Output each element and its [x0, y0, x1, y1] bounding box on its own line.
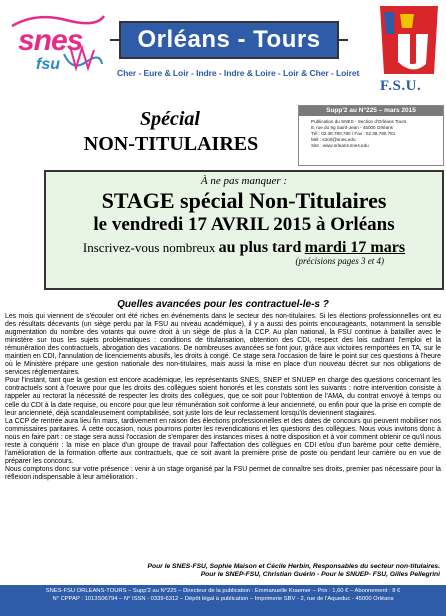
- fsu-logo: [376, 4, 442, 76]
- publication-info-box: [298, 105, 444, 166]
- stage-pages-note: (précisions pages 3 et 4): [295, 256, 384, 266]
- signature-line: Pour le SNES-FSU, Sophie Maison et Cécile Herbin, Responsables du secteur non-titulaires.: [147, 563, 440, 570]
- article-paragraph: Les mois qui viennent de s'écouler ont été riches en événements dans le secteur des non-titulaires. Si les élections professionnelles ont eu des résultats décevants (un siège perdu par la FSU au niveau académique), il y a aussi des points encourageants, notamment la sensible augmentation du nombre des votants qui ouvre droit à un siège de plus à la CCP. Au plan national, la FSU continue à batailler avec le ministère sur tous les sujets problématiques : conditions de titularisation, obtention des CDI, respect des lois cadrant l'emploi et la rémunération des contractuels, abrogation des vacations. De nombreuses avancées se font jour, grâce aux victoires remportées en TA, sur le maintien en CDI, l'annulation de licenciements abusifs, les droits à congé. Ce stage sera l'occasion de faire le point sur ces questions à l'heure où le Ministère prépare une gestion nationale des non-titulaires, mais aussi la mise en place d'un nouveau décret sur nos obligations de services réglementaires.: [5, 313, 441, 377]
- banner-rule-right: [339, 39, 348, 41]
- article-title: Quelles avancées pour les contractuel-le-s ?: [117, 299, 329, 310]
- fsu-emblem-icon: [376, 4, 442, 76]
- publication-details: [299, 116, 443, 149]
- signup-prefix: Inscrivez-vous nombreux: [82, 240, 216, 255]
- footer-line: SNES-FSU ORLEANS-TOURS – Supp'2 au N°225 – Directeur de la publication : Emmanuelle Kraemer – Prix : 1,60 € – Abonnement : 8 €: [45, 588, 401, 594]
- stage-announcement-box: [44, 170, 444, 290]
- publication-line: 8, rue du 9g Saint-Jean - 45000 Orléans: [311, 125, 393, 130]
- special-heading: Spécial: [140, 108, 200, 130]
- banner-rule-left: [110, 39, 119, 41]
- publication-line: Site : www.orleans.snes.edu: [311, 143, 369, 148]
- article-signatures: [130, 563, 440, 579]
- article-paragraph: La CCP de rentrée aura lieu fin mars, tardivement en raison des élections professionnelles et des dates de concours qui peuvent mobiliser nos commissaires paritaires. À cette occasion, nous pourrons porter les revendications et les questions des collègues. Nous vous invitons donc à nous en faire part : ce stage sera aussi l'occasion de s'emparer des instances mises à notre disposition et à voir comment obtenir ce qu'il nous reste à conquérir : la mise en place d'un groupe de travail pour l'affectation des collègues en CDI et/ou d'un barème pour cette dernière, l'amélioration de la formation offerte aux contractuels, que ce soit avant la première prise de poste ou pendant leur carrière ou en vue de préparer les concours.: [5, 417, 441, 465]
- snes-fsu-logo: [6, 6, 106, 80]
- footer: [0, 585, 446, 616]
- stage-signup: [46, 239, 442, 257]
- fsu-logo-caption: F.S.U.: [380, 78, 422, 94]
- snes-logo-text: snes: [18, 24, 83, 57]
- publication-line: Mél : s3orl@snes.edu: [311, 137, 356, 142]
- fsu-small-text: fsu: [36, 56, 60, 73]
- publication-line: Tél : 02.38.780.780 / Fax : 02.38.780.781: [311, 131, 396, 136]
- stage-date: le vendredi 17 AVRIL 2015 à Orléans: [93, 214, 395, 235]
- city-banner-text: Orléans - Tours: [137, 26, 321, 53]
- publication-line: Publication du SNES - Section d'Orléans Tours: [311, 119, 407, 124]
- footer-line: N° CPPAP : 1013S06794 – N° ISSN - 0339-6312 – Dépôt légal à publication – Imprimerie SBV - 2, rue de l'Aqueduc - 45000 Orléans: [52, 595, 394, 602]
- stage-teaser: À ne pas manquer :: [200, 175, 288, 187]
- article-paragraph: Pour l'instant, tant que la gestion est encore académique, les représentants SNES, SNEP et SNUEP en charge des questions concernant les contractuels sont à l'oeuvre pour que les droits des collègues soient honorés et les constats sont les suivants : notre intervention consiste à rappeler au rectorat la nécessité de respecter les droits des collègues, que ce soit pour l'obtention de l'AMA, du contrat envoyé à temps ou celle du CDI à la date requise, ou encore pour que leur rémunération soit conforme à leur ancienneté, ou enfin pour que la prise en compte de leur ancienneté, déjà scandaleusement comptabilisée, soit juste lors de leur reclassement lorsqu'ils deviennent stagiaires.: [5, 377, 441, 417]
- signature-line: Pour le SNEP-FSU, Christian Guérin - Pour le SNUEP- FSU, Gilles Pellegrini: [200, 571, 440, 579]
- non-titulaires-heading: NON-TITULAIRES: [83, 133, 259, 155]
- article-paragraph: Nous comptons donc sur votre présence : venir à un stage organisé par la FSU permet de connaître ses droits, premier pas nécessaire pour la réflexion indispensable à leur amélioration .: [5, 465, 441, 481]
- signup-deadline-date: mardi 17 mars: [304, 239, 406, 256]
- article-body: [5, 313, 441, 482]
- signup-deadline-label: au plus tard: [218, 239, 302, 256]
- departments-line: Cher - Eure & Loir - Indre - Indre & Loire - Loir & Cher - Loiret: [117, 68, 360, 78]
- city-banner: [119, 21, 339, 59]
- issue-header: Supp'2 au N°225 – mars 2015: [299, 106, 443, 116]
- stage-title: STAGE spécial Non-Titulaires: [101, 188, 387, 213]
